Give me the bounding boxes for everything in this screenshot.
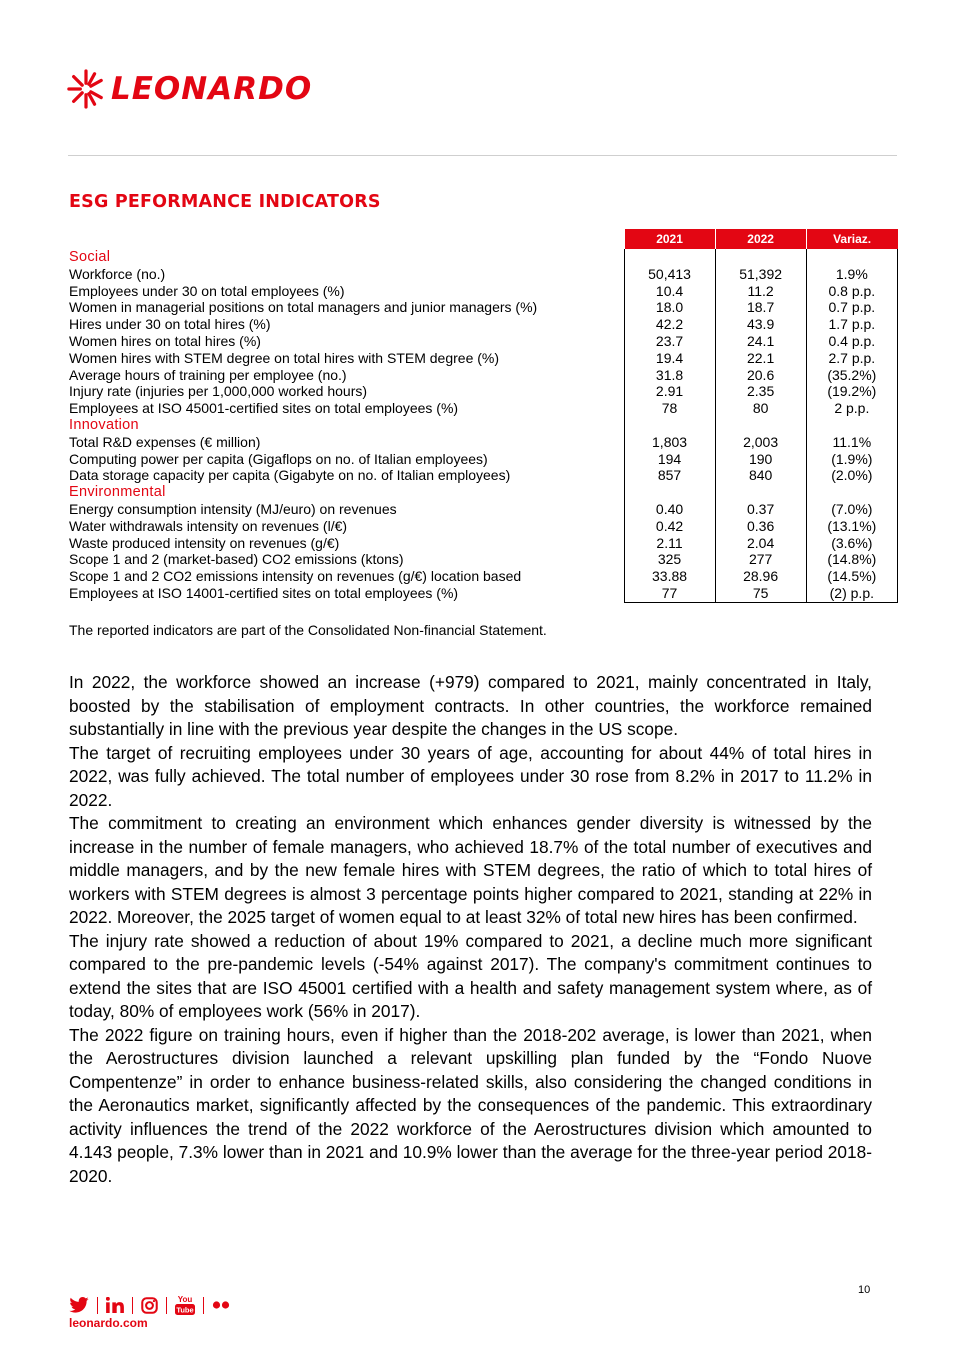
section-label: Innovation [69, 416, 139, 433]
indicator-label: Energy consumption intensity (MJ/euro) on revenues [69, 500, 397, 517]
table-row [68, 568, 898, 585]
value-2022: 277 [715, 551, 806, 568]
value-2022: 18.7 [715, 299, 806, 316]
value-variation: (7.0%) [806, 501, 897, 518]
value-variation: (2.0%) [806, 467, 897, 484]
value-2021: 50,413 [624, 266, 715, 283]
value-variation: (1.9%) [806, 451, 897, 468]
value-variation: 2 p.p. [806, 400, 897, 417]
table-row [68, 467, 898, 484]
value-variation: 0.8 p.p. [806, 283, 897, 300]
table-row [68, 551, 898, 568]
value-2022 [715, 417, 806, 434]
table-row [68, 518, 898, 535]
value-2021 [624, 484, 715, 501]
indicator-label: Employees at ISO 45001-certified sites on total employees (%) [69, 400, 459, 417]
flickr-icon[interactable] [212, 1300, 230, 1310]
value-2022: 75 [715, 585, 806, 602]
value-2021: 33.88 [624, 568, 715, 585]
value-variation: (35.2%) [806, 367, 897, 384]
value-2022: 2.04 [715, 535, 806, 552]
indicator-label: Computing power per capita (Gigaflops on no. of Italian employees) [69, 450, 488, 467]
table-row [68, 316, 898, 333]
value-2021: 0.40 [624, 501, 715, 518]
section-row [68, 484, 898, 501]
value-2022: 840 [715, 467, 806, 484]
value-2022: 11.2 [715, 283, 806, 300]
esg-indicators-table [68, 229, 898, 603]
paragraph: The commitment to creating an environment which enhances gender diversity is witnessed by the increase in the number of female managers, who achieved 18.7% of the total number of executives and middle managers, and by the new female hires with STEM degrees, the ratio of which to total hires of workers with STEM degrees is almost 3 percentage points higher compared to 2021, standing at 22% in 2022. Moreover, the 2025 target of women equal to at least 32% of total new hires has been confirmed. [69, 813, 872, 927]
table-row [68, 383, 898, 400]
value-2021: 0.42 [624, 518, 715, 535]
page-title: ESG PEFORMANCE INDICATORS [69, 192, 381, 212]
indicator-label: Employees under 30 on total employees (%) [69, 282, 345, 299]
section-label: Environmental [69, 484, 166, 501]
table-row [68, 283, 898, 300]
header-2021: 2021 [624, 229, 715, 249]
separator [97, 1297, 98, 1314]
value-variation: (2) p.p. [806, 585, 897, 602]
header-2022: 2022 [715, 229, 806, 249]
section-label: Social [69, 249, 111, 265]
value-variation: (19.2%) [806, 383, 897, 400]
social-links [69, 1294, 230, 1316]
page-number: 10 [858, 1284, 871, 1296]
value-variation: 11.1% [806, 434, 897, 451]
linkedin-icon[interactable] [106, 1297, 124, 1313]
value-variation: 1.9% [806, 266, 897, 283]
table-row [68, 266, 898, 283]
header-divider [68, 155, 897, 156]
value-2021: 78 [624, 400, 715, 417]
value-variation [806, 417, 897, 434]
value-variation: 0.7 p.p. [806, 299, 897, 316]
indicator-label: Workforce (no.) [69, 265, 166, 282]
body-text [69, 671, 872, 1188]
value-variation: 0.4 p.p. [806, 333, 897, 350]
table-row [68, 434, 898, 451]
table-row [68, 299, 898, 316]
value-2022: 24.1 [715, 333, 806, 350]
header-variation: Variaz. [806, 229, 897, 249]
leonardo-logo [67, 67, 312, 111]
value-variation [806, 249, 897, 266]
value-2022: 20.6 [715, 367, 806, 384]
indicator-label: Hires under 30 on total hires (%) [69, 316, 271, 333]
value-2022: 0.36 [715, 518, 806, 535]
indicator-label: Total R&D expenses (€ million) [69, 433, 261, 450]
separator [203, 1297, 204, 1314]
value-2022: 2,003 [715, 434, 806, 451]
table-header-row [68, 229, 898, 249]
indicator-label: Employees at ISO 14001-certified sites on total employees (%) [69, 585, 459, 602]
value-variation: (3.6%) [806, 535, 897, 552]
svg-text:Tube: Tube [176, 1305, 194, 1315]
value-2021: 18.0 [624, 299, 715, 316]
separator [132, 1297, 133, 1314]
instagram-icon[interactable] [141, 1297, 158, 1314]
table-row [68, 400, 898, 417]
value-2021 [624, 417, 715, 434]
table-row [68, 350, 898, 367]
indicator-label: Women in managerial positions on total managers and junior managers (%) [69, 299, 538, 316]
value-2021: 10.4 [624, 283, 715, 300]
value-variation: (14.5%) [806, 568, 897, 585]
value-variation: (13.1%) [806, 518, 897, 535]
leonardo-star-icon [67, 68, 105, 110]
value-2021 [624, 249, 715, 266]
header-spacer [68, 229, 624, 249]
value-2022: 2.35 [715, 383, 806, 400]
indicator-label: Women hires with STEM degree on total hires with STEM degree (%) [69, 349, 500, 366]
value-2022: 0.37 [715, 501, 806, 518]
value-2021: 857 [624, 467, 715, 484]
value-variation [806, 484, 897, 501]
indicator-label: Women hires on total hires (%) [69, 332, 261, 349]
section-row [68, 249, 898, 266]
value-2021: 2.11 [624, 535, 715, 552]
twitter-icon[interactable] [69, 1297, 89, 1313]
logo-wordmark: LEONARDO [111, 71, 313, 107]
indicator-label: Average hours of training per employee (no.) [69, 366, 347, 383]
value-2021: 194 [624, 451, 715, 468]
value-variation: (14.8%) [806, 551, 897, 568]
value-2021: 2.91 [624, 383, 715, 400]
section-row [68, 417, 898, 434]
table-row [68, 585, 898, 602]
indicator-label: Data storage capacity per capita (Gigabyte on no. of Italian employees) [69, 467, 511, 484]
value-2021: 31.8 [624, 367, 715, 384]
table-row [68, 451, 898, 468]
value-variation: 1.7 p.p. [806, 316, 897, 333]
value-2021: 19.4 [624, 350, 715, 367]
value-2021: 325 [624, 551, 715, 568]
indicator-label: Scope 1 and 2 (market-based) CO2 emissions (ktons) [69, 551, 404, 568]
svg-text:You: You [177, 1295, 193, 1304]
value-2022: 43.9 [715, 316, 806, 333]
value-2021: 42.2 [624, 316, 715, 333]
table-row [68, 501, 898, 518]
table-row [68, 367, 898, 384]
indicator-label: Scope 1 and 2 CO2 emissions intensity on revenues (g/€) location based [69, 568, 522, 585]
value-2021: 23.7 [624, 333, 715, 350]
value-2022 [715, 249, 806, 266]
value-2022: 22.1 [715, 350, 806, 367]
value-2022: 51,392 [715, 266, 806, 283]
paragraph: The target of recruiting employees under 30 years of age, accounting for about 44% of total hires in 2022, was fully achieved. The total number of employees under 30 rose from 8.2% in 2017 to 11.2% in 2022. [69, 742, 872, 810]
value-2022: 80 [715, 400, 806, 417]
value-2022: 28.96 [715, 568, 806, 585]
youtube-icon[interactable] [175, 1294, 195, 1316]
website-link[interactable]: leonardo.com [69, 1316, 148, 1330]
value-2022: 190 [715, 451, 806, 468]
value-2021: 77 [624, 585, 715, 602]
table-row [68, 333, 898, 350]
indicator-label: Waste produced intensity on revenues (g/€) [69, 534, 340, 551]
indicator-label: Injury rate (injuries per 1,000,000 worked hours) [69, 383, 368, 400]
separator [166, 1297, 167, 1314]
table-footnote: The reported indicators are part of the Consolidated Non-financial Statement. [69, 622, 547, 638]
indicator-label: Water withdrawals intensity on revenues (l/€) [69, 517, 348, 534]
paragraph: The injury rate showed a reduction of about 19% compared to 2021, a decline much more significant compared to the pre-pandemic levels (-54% against 2017). The company's commitment continues to extend the sites that are ISO 45001 certified with a health and safety management system where, as of today, 80% of employees work (56% in 2017). [69, 930, 872, 1021]
value-variation: 2.7 p.p. [806, 350, 897, 367]
table-row [68, 535, 898, 552]
value-2022 [715, 484, 806, 501]
paragraph: The 2022 figure on training hours, even if higher than the 2018-202 average, is lower than 2021, when the Aerostructures division launched a relevant upskilling plan funded by the “Fondo Nuove Compentenze” in order to enhance business-related skills, also considering the changed conditions in the Aeronautics market, significantly affected by the consequences of the pandemic. This extraordinary activity influences the trend of the 2022 workforce of the Aerostructures division which amounted to 4.143 people, 7.3% lower than in 2021 and 10.9% lower than the average for the three-year period 2018-2020. [69, 1024, 872, 1186]
value-2021: 1,803 [624, 434, 715, 451]
table-body [68, 249, 898, 602]
paragraph: In 2022, the workforce showed an increase (+979) compared to 2021, mainly concentrated in Italy, boosted by the stabilisation of employment contracts. In other countries, the workforce remained substantially in line with the previous year despite the changes in the US scope. [69, 672, 872, 739]
